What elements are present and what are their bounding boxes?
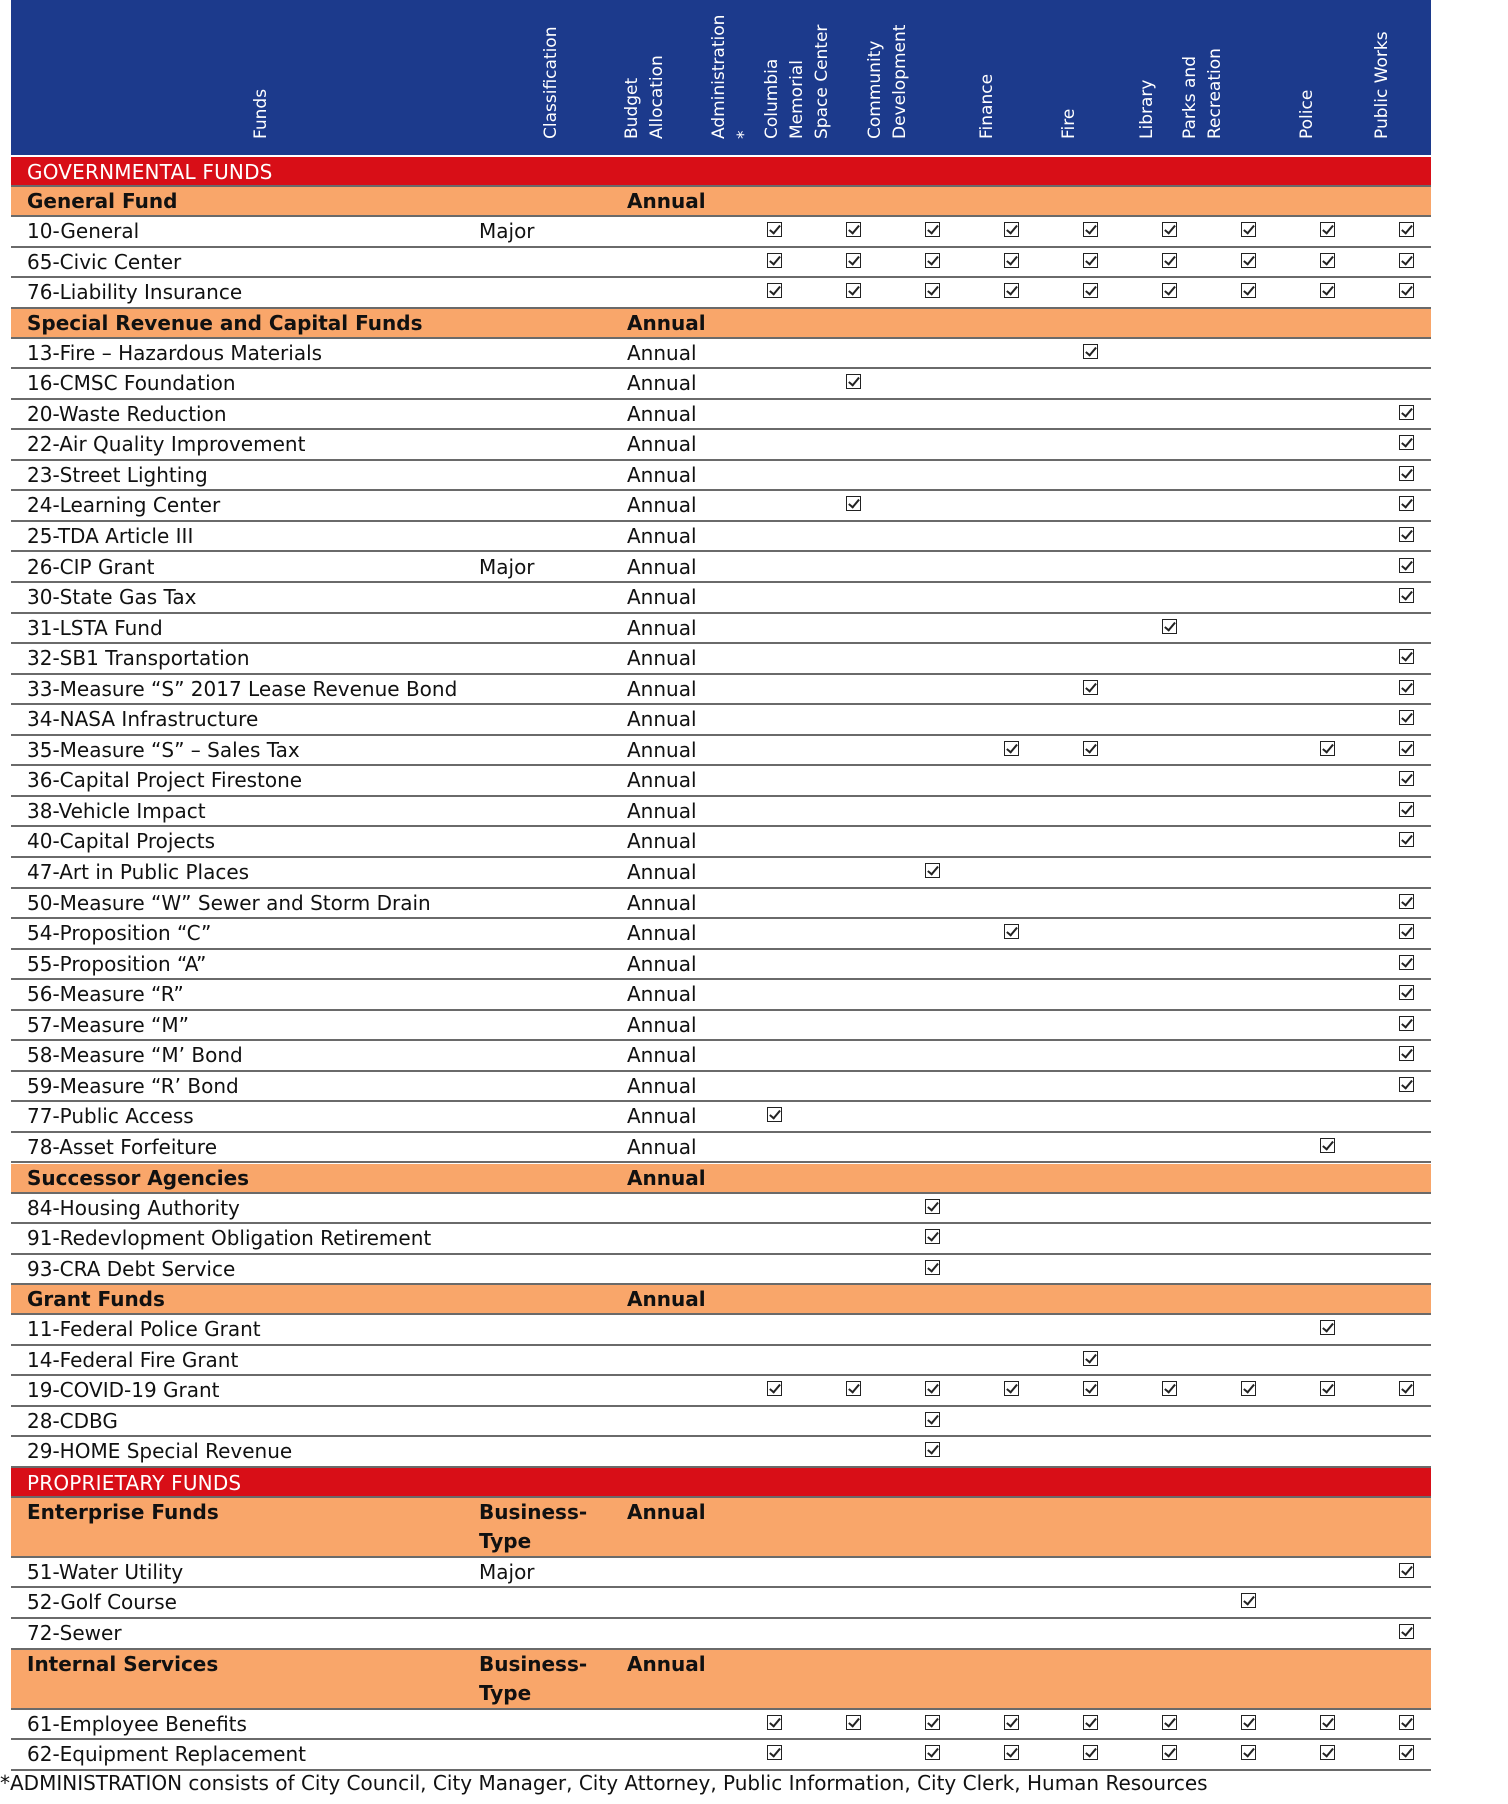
fund-name: 23-Street Lighting bbox=[27, 462, 208, 487]
fund-group-name: Internal Services bbox=[27, 1651, 219, 1676]
checkbox-checked-icon bbox=[1399, 558, 1414, 573]
section-title: GOVERNMENTAL FUNDS bbox=[27, 160, 273, 184]
fund-name: 35-Measure “S” – Sales Tax bbox=[27, 737, 300, 762]
fund-allocation: Annual bbox=[627, 585, 697, 610]
fund-name: 56-Measure “R” bbox=[27, 982, 184, 1007]
table-row bbox=[11, 797, 1431, 828]
checkbox-checked-icon bbox=[1399, 253, 1414, 268]
fund-name: 91-Redevlopment Obligation Retirement bbox=[27, 1226, 432, 1251]
checkbox-checked-icon bbox=[1399, 1046, 1414, 1061]
fund-name: 26-CIP Grant bbox=[27, 554, 155, 579]
fund-group-allocation: Annual bbox=[627, 1651, 706, 1676]
checkbox-checked-icon bbox=[1399, 283, 1414, 298]
fund-allocation: Annual bbox=[627, 432, 697, 457]
table-row bbox=[11, 1133, 1431, 1164]
fund-name: 57-Measure “M” bbox=[27, 1012, 190, 1037]
checkbox-checked-icon bbox=[846, 1715, 861, 1730]
fund-group-allocation: Annual bbox=[627, 1499, 706, 1524]
checkbox-checked-icon bbox=[1083, 283, 1098, 298]
header-department: Administration * bbox=[709, 14, 754, 139]
checkbox-checked-icon bbox=[925, 1442, 940, 1457]
fund-allocation: Annual bbox=[627, 1012, 697, 1037]
checkbox-checked-icon bbox=[1320, 1138, 1335, 1153]
table-row bbox=[11, 1041, 1431, 1072]
fund-name: 78-Asset Forfeiture bbox=[27, 1134, 218, 1159]
checkbox-checked-icon bbox=[1083, 344, 1098, 359]
fund-name: 30-State Gas Tax bbox=[27, 585, 197, 610]
checkbox-checked-icon bbox=[767, 1381, 782, 1396]
fund-group-allocation: Annual bbox=[627, 310, 706, 335]
checkbox-checked-icon bbox=[925, 1715, 940, 1730]
checkbox-checked-icon bbox=[1083, 741, 1098, 756]
checkbox-checked-icon bbox=[846, 253, 861, 268]
fund-allocation: Annual bbox=[627, 829, 697, 854]
table-row bbox=[11, 1588, 1431, 1619]
checkbox-checked-icon bbox=[1162, 1381, 1177, 1396]
checkbox-checked-icon bbox=[1241, 253, 1256, 268]
fund-name: 72-Sewer bbox=[27, 1621, 122, 1645]
checkbox-checked-icon bbox=[925, 1381, 940, 1396]
header-classification: Classification bbox=[541, 26, 561, 139]
checkbox-checked-icon bbox=[1399, 435, 1414, 450]
header-department: Library bbox=[1137, 79, 1157, 139]
table-row bbox=[11, 614, 1431, 645]
fund-name: 54-Proposition “C” bbox=[27, 921, 212, 946]
checkbox-checked-icon bbox=[1399, 1624, 1414, 1639]
checkbox-checked-icon bbox=[1320, 222, 1335, 237]
checkbox-checked-icon bbox=[846, 374, 861, 389]
header-department: Police bbox=[1297, 89, 1317, 139]
fund-allocation: Annual bbox=[627, 768, 697, 793]
checkbox-checked-icon bbox=[1083, 680, 1098, 695]
checkbox-checked-icon bbox=[1004, 1745, 1019, 1760]
fund-allocation: Annual bbox=[627, 1043, 697, 1068]
fund-name: 34-NASA Infrastructure bbox=[27, 707, 259, 732]
fund-name: 20-Waste Reduction bbox=[27, 401, 227, 426]
checkbox-checked-icon bbox=[1399, 680, 1414, 695]
fund-classification: Major bbox=[479, 1559, 535, 1584]
fund-name: 93-CRA Debt Service bbox=[27, 1256, 236, 1281]
section-header bbox=[11, 157, 1431, 187]
fund-group-header bbox=[11, 1164, 1431, 1194]
checkbox-checked-icon bbox=[1399, 1563, 1414, 1578]
checkbox-checked-icon bbox=[1004, 1381, 1019, 1396]
fund-name: 77-Public Access bbox=[27, 1104, 194, 1129]
checkbox-checked-icon bbox=[1399, 1381, 1414, 1396]
fund-name: 13-Fire – Hazardous Materials bbox=[27, 340, 323, 365]
table-row bbox=[11, 675, 1431, 706]
checkbox-checked-icon bbox=[1399, 1715, 1414, 1730]
checkbox-checked-icon bbox=[1399, 496, 1414, 511]
checkbox-checked-icon bbox=[925, 1260, 940, 1275]
table-row bbox=[11, 766, 1431, 797]
header-department: Fire bbox=[1059, 108, 1079, 139]
checkbox-checked-icon bbox=[767, 1107, 782, 1122]
checkbox-checked-icon bbox=[925, 222, 940, 237]
fund-name: 36-Capital Project Firestone bbox=[27, 768, 303, 793]
fund-name: 61-Employee Benefits bbox=[27, 1711, 247, 1736]
checkbox-checked-icon bbox=[1399, 955, 1414, 970]
fund-group-name: Grant Funds bbox=[27, 1287, 165, 1312]
table-row bbox=[11, 950, 1431, 981]
checkbox-checked-icon bbox=[846, 496, 861, 511]
checkbox-checked-icon bbox=[1399, 832, 1414, 847]
checkbox-checked-icon bbox=[1004, 1715, 1019, 1730]
table-row bbox=[11, 248, 1431, 279]
fund-name: 65-Civic Center bbox=[27, 249, 182, 274]
fund-group-header bbox=[11, 309, 1431, 339]
fund-name: 84-Housing Authority bbox=[27, 1195, 240, 1220]
checkbox-checked-icon bbox=[1004, 283, 1019, 298]
fund-group-allocation: Annual bbox=[627, 1287, 706, 1312]
table-row bbox=[11, 980, 1431, 1011]
checkbox-checked-icon bbox=[767, 1745, 782, 1760]
checkbox-checked-icon bbox=[1320, 253, 1335, 268]
fund-allocation: Annual bbox=[627, 493, 697, 518]
checkbox-checked-icon bbox=[1399, 466, 1414, 481]
fund-name: 76-Liability Insurance bbox=[27, 280, 243, 305]
fund-group-classification: Business- Type bbox=[479, 1499, 588, 1553]
fund-group-header bbox=[11, 1498, 1431, 1558]
table-row bbox=[11, 919, 1431, 950]
table-row bbox=[11, 1194, 1431, 1225]
checkbox-checked-icon bbox=[1320, 1320, 1335, 1335]
checkbox-checked-icon bbox=[1083, 1715, 1098, 1730]
fund-name: 51-Water Utility bbox=[27, 1559, 184, 1584]
fund-allocation: Annual bbox=[627, 798, 697, 823]
section-header bbox=[11, 1468, 1431, 1498]
table-row bbox=[11, 1346, 1431, 1377]
checkbox-checked-icon bbox=[767, 1715, 782, 1730]
fund-name: 24-Learning Center bbox=[27, 493, 221, 518]
fund-name: 22-Air Quality Improvement bbox=[27, 432, 306, 457]
fund-name: 55-Proposition “A” bbox=[27, 951, 207, 976]
checkbox-checked-icon bbox=[1320, 283, 1335, 298]
checkbox-checked-icon bbox=[1241, 283, 1256, 298]
checkbox-checked-icon bbox=[1004, 924, 1019, 939]
fund-allocation: Annual bbox=[627, 890, 697, 915]
fund-name: 16-CMSC Foundation bbox=[27, 371, 236, 396]
checkbox-checked-icon bbox=[1241, 1381, 1256, 1396]
fund-group-header bbox=[11, 1650, 1431, 1710]
checkbox-checked-icon bbox=[925, 1199, 940, 1214]
checkbox-checked-icon bbox=[1399, 1077, 1414, 1092]
fund-name: 38-Vehicle Impact bbox=[27, 798, 206, 823]
table-row bbox=[11, 889, 1431, 920]
checkbox-checked-icon bbox=[1162, 1745, 1177, 1760]
table-row bbox=[11, 736, 1431, 767]
checkbox-checked-icon bbox=[767, 222, 782, 237]
table-row bbox=[11, 1437, 1431, 1468]
fund-name: 62-Equipment Replacement bbox=[27, 1742, 307, 1767]
fund-allocation: Annual bbox=[627, 371, 697, 396]
table-header bbox=[11, 0, 1431, 155]
table-row bbox=[11, 1102, 1431, 1133]
fund-allocation: Annual bbox=[627, 1104, 697, 1129]
checkbox-checked-icon bbox=[1399, 894, 1414, 909]
header-department: Community Development bbox=[865, 24, 910, 139]
table-row bbox=[11, 827, 1431, 858]
checkbox-checked-icon bbox=[925, 1229, 940, 1244]
header-department: Parks and Recreation bbox=[1180, 48, 1225, 139]
checkbox-checked-icon bbox=[925, 1412, 940, 1427]
checkbox-checked-icon bbox=[1004, 222, 1019, 237]
checkbox-checked-icon bbox=[1162, 283, 1177, 298]
fund-group-header bbox=[11, 187, 1431, 217]
checkbox-checked-icon bbox=[1241, 1715, 1256, 1730]
fund-group-allocation: Annual bbox=[627, 189, 706, 213]
fund-allocation: Annual bbox=[627, 401, 697, 426]
fund-name: 10-General bbox=[27, 219, 140, 243]
fund-allocation: Annual bbox=[627, 646, 697, 671]
table-row bbox=[11, 1315, 1431, 1346]
table-row bbox=[11, 1224, 1431, 1255]
header-department: Columbia Memorial Space Center bbox=[762, 24, 832, 139]
checkbox-checked-icon bbox=[1241, 1593, 1256, 1608]
table-row bbox=[11, 1407, 1431, 1438]
section-title: PROPRIETARY FUNDS bbox=[27, 1470, 242, 1495]
fund-allocation: Annual bbox=[627, 523, 697, 548]
checkbox-checked-icon bbox=[1241, 1745, 1256, 1760]
checkbox-checked-icon bbox=[1399, 649, 1414, 664]
checkbox-checked-icon bbox=[1399, 985, 1414, 1000]
checkbox-checked-icon bbox=[1399, 741, 1414, 756]
checkbox-checked-icon bbox=[846, 222, 861, 237]
header-funds: Funds bbox=[251, 88, 271, 139]
checkbox-checked-icon bbox=[1162, 222, 1177, 237]
checkbox-checked-icon bbox=[1162, 1715, 1177, 1730]
table-row bbox=[11, 1558, 1431, 1589]
fund-group-classification: Business- Type bbox=[479, 1651, 588, 1705]
table-row bbox=[11, 553, 1431, 584]
fund-allocation: Annual bbox=[627, 707, 697, 732]
fund-name: 52-Golf Course bbox=[27, 1590, 177, 1615]
checkbox-checked-icon bbox=[1399, 1745, 1414, 1760]
fund-name: 32-SB1 Transportation bbox=[27, 646, 250, 671]
header-department: Public Works bbox=[1372, 31, 1392, 139]
fund-name: 25-TDA Article III bbox=[27, 523, 194, 548]
fund-name: 50-Measure “W” Sewer and Storm Drain bbox=[27, 890, 431, 915]
checkbox-checked-icon bbox=[1083, 222, 1098, 237]
fund-group-name: Special Revenue and Capital Funds bbox=[27, 310, 423, 335]
table-row bbox=[11, 400, 1431, 431]
fund-name: 47-Art in Public Places bbox=[27, 860, 250, 884]
header-department: Finance bbox=[977, 73, 997, 139]
checkbox-checked-icon bbox=[1004, 253, 1019, 268]
fund-group-header bbox=[11, 1285, 1431, 1315]
checkbox-checked-icon bbox=[1320, 741, 1335, 756]
table-row bbox=[11, 1619, 1431, 1650]
fund-classification: Major bbox=[479, 554, 535, 579]
checkbox-checked-icon bbox=[925, 863, 940, 878]
checkbox-checked-icon bbox=[1399, 802, 1414, 817]
checkbox-checked-icon bbox=[1399, 924, 1414, 939]
fund-group-allocation: Annual bbox=[627, 1165, 706, 1190]
checkbox-checked-icon bbox=[1399, 222, 1414, 237]
fund-name: 33-Measure “S” 2017 Lease Revenue Bond bbox=[27, 676, 458, 701]
fund-name: 14-Federal Fire Grant bbox=[27, 1347, 239, 1372]
checkbox-checked-icon bbox=[1320, 1745, 1335, 1760]
fund-allocation: Annual bbox=[627, 951, 697, 976]
table-row bbox=[11, 278, 1431, 309]
fund-name: 31-LSTA Fund bbox=[27, 615, 163, 640]
fund-allocation: Annual bbox=[627, 737, 697, 762]
table-row bbox=[11, 705, 1431, 736]
checkbox-checked-icon bbox=[846, 283, 861, 298]
table-row bbox=[11, 491, 1431, 522]
table-row bbox=[11, 644, 1431, 675]
fund-allocation: Annual bbox=[627, 1073, 697, 1098]
checkbox-checked-icon bbox=[1083, 253, 1098, 268]
table-row bbox=[11, 217, 1431, 248]
checkbox-checked-icon bbox=[925, 283, 940, 298]
checkbox-checked-icon bbox=[1083, 1745, 1098, 1760]
checkbox-checked-icon bbox=[1320, 1381, 1335, 1396]
table-row bbox=[11, 430, 1431, 461]
fund-group-name: General Fund bbox=[27, 189, 178, 213]
fund-allocation: Annual bbox=[627, 982, 697, 1007]
fund-allocation: Annual bbox=[627, 554, 697, 579]
checkbox-checked-icon bbox=[767, 253, 782, 268]
checkbox-checked-icon bbox=[925, 1745, 940, 1760]
table-row bbox=[11, 1255, 1431, 1286]
table-row bbox=[11, 858, 1431, 889]
fund-group-name: Successor Agencies bbox=[27, 1165, 250, 1190]
checkbox-checked-icon bbox=[1162, 253, 1177, 268]
checkbox-checked-icon bbox=[1399, 771, 1414, 786]
table-row bbox=[11, 1011, 1431, 1042]
checkbox-checked-icon bbox=[1004, 741, 1019, 756]
fund-allocation: Annual bbox=[627, 340, 697, 365]
fund-name: 28-CDBG bbox=[27, 1408, 118, 1433]
table-row bbox=[11, 1740, 1431, 1771]
checkbox-checked-icon bbox=[1083, 1351, 1098, 1366]
fund-name: 58-Measure “M’ Bond bbox=[27, 1043, 243, 1068]
checkbox-checked-icon bbox=[846, 1381, 861, 1396]
checkbox-checked-icon bbox=[1399, 588, 1414, 603]
table-row bbox=[11, 1710, 1431, 1741]
checkbox-checked-icon bbox=[1083, 1381, 1098, 1396]
checkbox-checked-icon bbox=[1399, 1016, 1414, 1031]
checkbox-checked-icon bbox=[767, 283, 782, 298]
fund-group-name: Enterprise Funds bbox=[27, 1499, 219, 1524]
checkbox-checked-icon bbox=[1241, 222, 1256, 237]
fund-allocation: Annual bbox=[627, 1134, 697, 1159]
fund-allocation: Annual bbox=[627, 615, 697, 640]
table-row bbox=[11, 583, 1431, 614]
fund-name: 19-COVID-19 Grant bbox=[27, 1378, 220, 1403]
fund-allocation: Annual bbox=[627, 860, 697, 884]
checkbox-checked-icon bbox=[1399, 710, 1414, 725]
fund-name: 29-HOME Special Revenue bbox=[27, 1439, 293, 1464]
fund-allocation: Annual bbox=[627, 462, 697, 487]
checkbox-checked-icon bbox=[1399, 527, 1414, 542]
checkbox-checked-icon bbox=[925, 253, 940, 268]
table-row bbox=[11, 369, 1431, 400]
table-row bbox=[11, 1072, 1431, 1103]
checkbox-checked-icon bbox=[1399, 405, 1414, 420]
fund-name: 40-Capital Projects bbox=[27, 829, 215, 854]
header-budget-allocation: Budget Allocation bbox=[622, 55, 667, 139]
fund-classification: Major bbox=[479, 219, 535, 243]
table-row bbox=[11, 1376, 1431, 1407]
fund-name: 59-Measure “R’ Bond bbox=[27, 1073, 239, 1098]
footnote: *ADMINISTRATION consists of City Council, City Manager, City Attorney, Public Information, City Clerk, Human Resources bbox=[0, 1771, 1208, 1795]
table-row bbox=[11, 461, 1431, 492]
fund-allocation: Annual bbox=[627, 676, 697, 701]
table-row bbox=[11, 339, 1431, 370]
fund-allocation: Annual bbox=[627, 921, 697, 946]
checkbox-checked-icon bbox=[1320, 1715, 1335, 1730]
table-row bbox=[11, 522, 1431, 553]
checkbox-checked-icon bbox=[1162, 619, 1177, 634]
fund-name: 11-Federal Police Grant bbox=[27, 1317, 261, 1342]
